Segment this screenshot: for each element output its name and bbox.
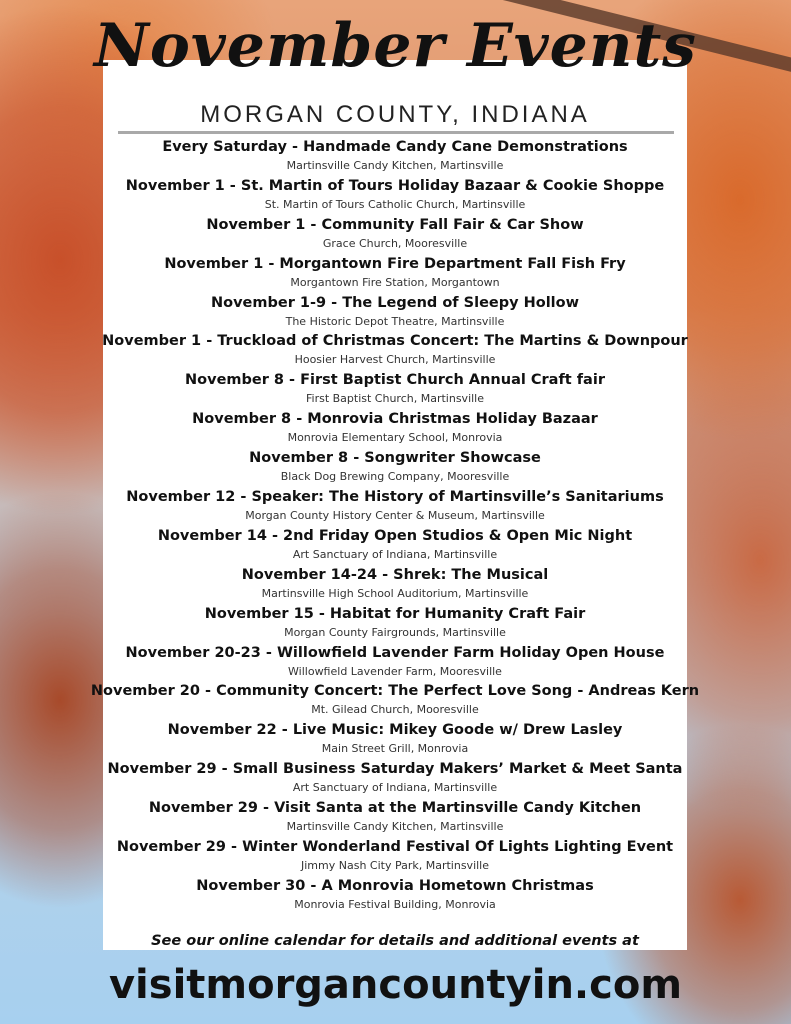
event-item <box>103 137 687 176</box>
event-location: Grace Church, Mooresville <box>322 236 468 250</box>
event-item <box>90 681 700 720</box>
event-item <box>103 487 687 526</box>
event-title: November 29 - Winter Wonderland Festival Of Lights Lighting Event <box>116 839 674 856</box>
event-list <box>90 137 700 915</box>
event-location: First Baptist Church, Martinsville <box>305 392 484 406</box>
event-item <box>103 837 687 876</box>
event-location: Black Dog Brewing Company, Mooresville <box>280 470 510 484</box>
event-location: Willowfield Lavender Farm, Mooresville <box>288 664 502 678</box>
event-location: Art Sanctuary of Indiana, Martinsville <box>292 781 498 795</box>
event-location: Monrovia Festival Building, Monrovia <box>294 897 496 911</box>
event-title: November 20-23 - Willowfield Lavender Farm Holiday Open House <box>125 644 665 661</box>
event-title: November 22 - Live Music: Mikey Goode w/ Drew Lasley <box>167 722 623 739</box>
divider <box>118 131 674 134</box>
event-item <box>103 448 687 487</box>
event-location: Main Street Grill, Monrovia <box>321 742 469 756</box>
event-item <box>103 526 687 565</box>
event-title: November 1 - Truckload of Christmas Concert: The Martins & Downpour <box>102 333 688 350</box>
event-title: November 8 - Songwriter Showcase <box>249 450 541 467</box>
event-item <box>103 215 687 254</box>
event-item <box>103 331 687 370</box>
event-title: November 30 - A Monrovia Hometown Christmas <box>196 877 594 894</box>
event-item <box>103 370 687 409</box>
event-title: November 14-24 - Shrek: The Musical <box>241 566 549 583</box>
event-item <box>103 643 687 682</box>
event-title: Every Saturday - Handmade Candy Cane Demonstrations <box>162 139 628 155</box>
event-title: November 15 - Habitat for Humanity Craft Fair <box>204 605 586 622</box>
event-item <box>103 604 687 643</box>
event-title: November 12 - Speaker: The History of Martinsville’s Sanitariums <box>126 489 664 506</box>
event-location: Martinsville Candy Kitchen, Martinsville <box>286 820 504 834</box>
calendar-note: See our online calendar for details and additional events at <box>151 933 639 949</box>
event-item <box>103 293 687 332</box>
event-location: Morgan County Fairgrounds, Martinsville <box>284 625 506 639</box>
event-location: Mt. Gilead Church, Mooresville <box>311 703 479 717</box>
event-item <box>103 176 687 215</box>
event-location: Morgan County History Center & Museum, Martinsville <box>245 509 545 523</box>
event-item <box>103 254 687 293</box>
event-location: Art Sanctuary of Indiana, Martinsville <box>292 547 498 561</box>
event-title: November 29 - Visit Santa at the Martinsville Candy Kitchen <box>148 800 642 817</box>
website-link[interactable]: visitmorgancountyin.com <box>108 962 682 1008</box>
event-location: Hoosier Harvest Church, Martinsville <box>294 353 496 367</box>
event-title: November 1 - St. Martin of Tours Holiday Bazaar & Cookie Shoppe <box>125 177 665 194</box>
event-item <box>103 720 687 759</box>
page-title: November Events <box>94 11 697 81</box>
event-title: November 1-9 - The Legend of Sleepy Hollow <box>210 294 580 311</box>
event-location: St. Martin of Tours Catholic Church, Martinsville <box>264 197 526 211</box>
event-title: November 20 - Community Concert: The Perfect Love Song - Andreas Kern <box>90 683 700 700</box>
page-subtitle: MORGAN COUNTY, INDIANA <box>200 101 590 128</box>
event-location: Martinsville Candy Kitchen, Martinsville <box>286 159 504 172</box>
event-item <box>103 759 687 798</box>
event-item <box>103 876 687 915</box>
event-title: November 8 - First Baptist Church Annual Craft fair <box>185 372 605 389</box>
event-location: Morgantown Fire Station, Morgantown <box>290 275 500 289</box>
event-location: Martinsville High School Auditorium, Martinsville <box>261 586 529 600</box>
event-title: November 14 - 2nd Friday Open Studios & Open Mic Night <box>157 527 633 544</box>
event-item <box>103 565 687 604</box>
event-title: November 1 - Community Fall Fair & Car Show <box>206 216 584 233</box>
event-title: November 8 - Monrovia Christmas Holiday Bazaar <box>192 411 598 428</box>
event-item <box>103 798 687 837</box>
event-location: The Historic Depot Theatre, Martinsville <box>285 314 505 328</box>
event-location: Jimmy Nash City Park, Martinsville <box>301 859 489 873</box>
event-title: November 29 - Small Business Saturday Makers’ Market & Meet Santa <box>107 761 683 778</box>
event-title: November 1 - Morgantown Fire Department Fall Fish Fry <box>164 255 626 272</box>
event-location: Monrovia Elementary School, Monrovia <box>287 431 503 445</box>
event-item <box>103 409 687 448</box>
